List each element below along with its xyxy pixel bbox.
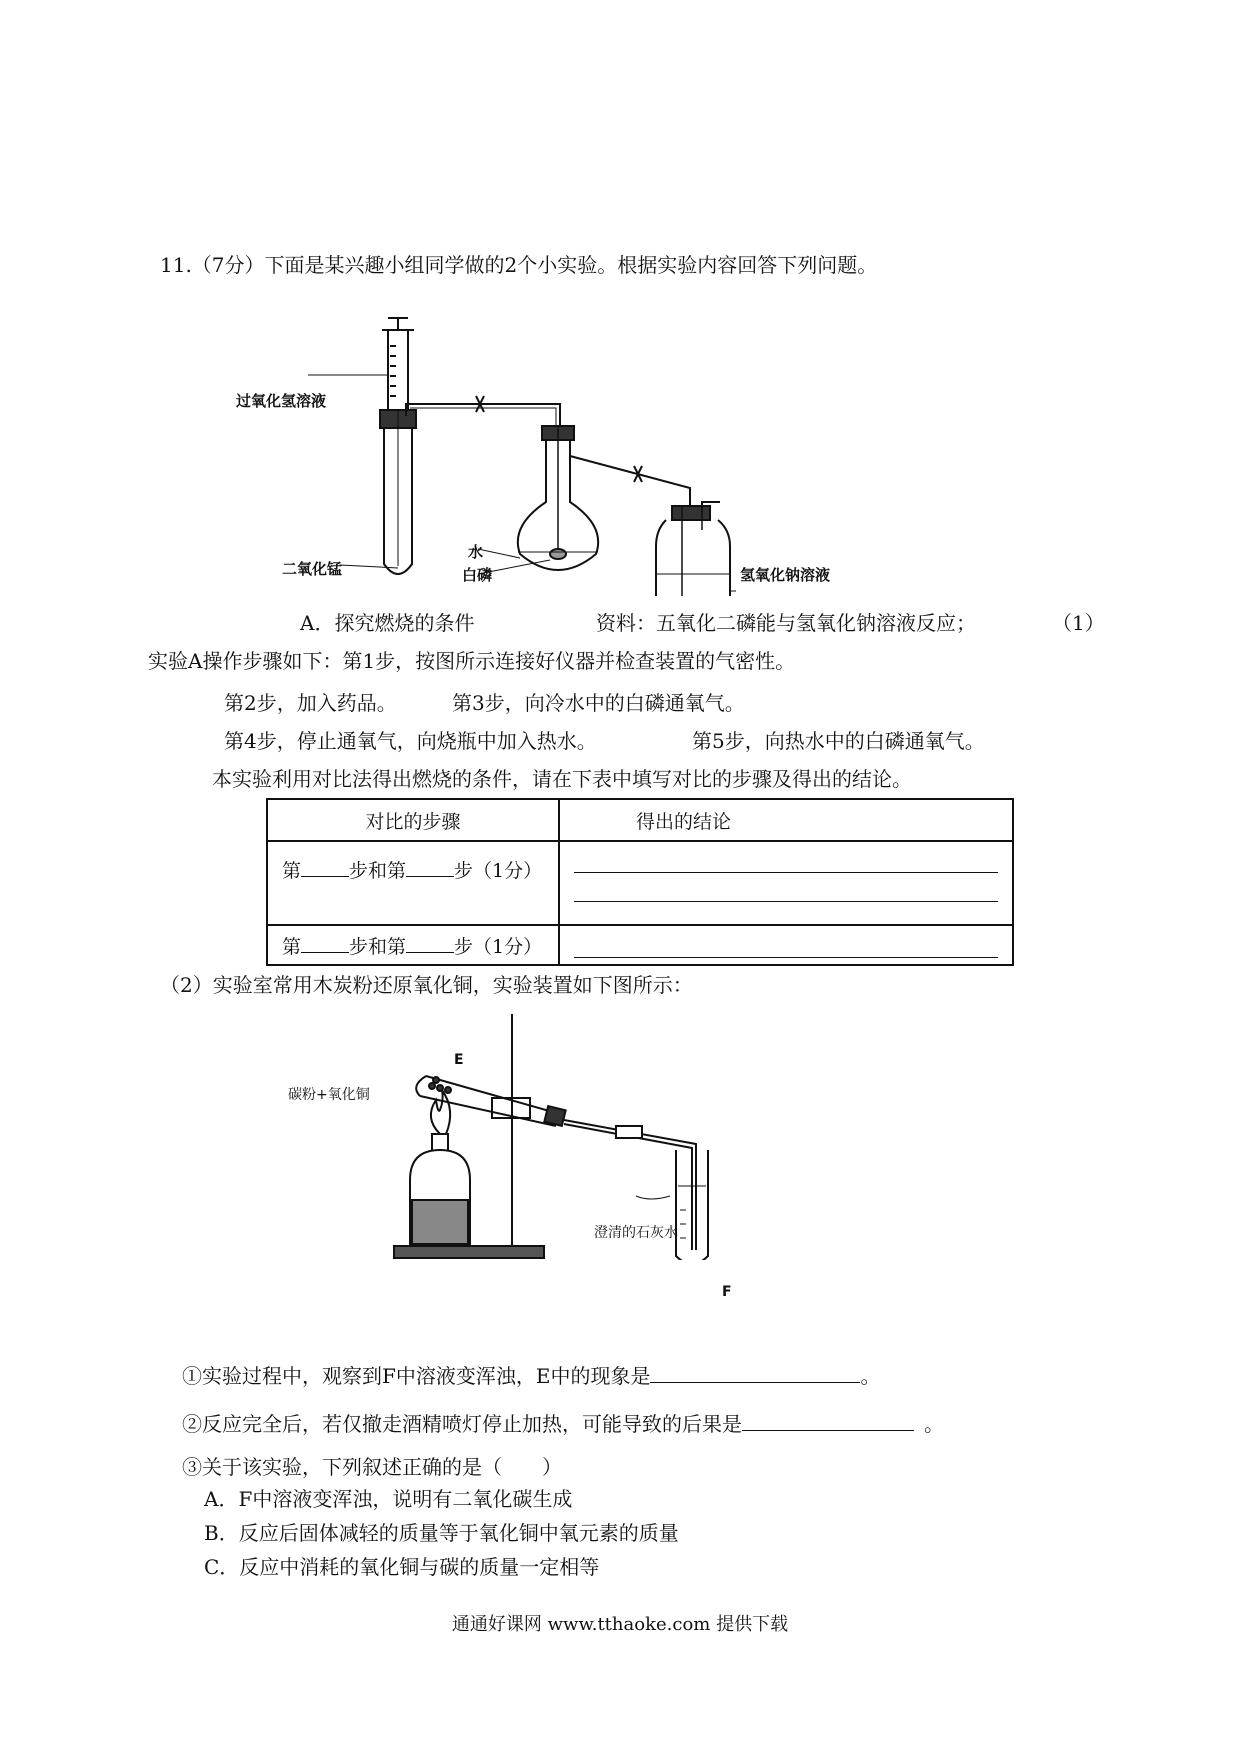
- conclusion-cell: [559, 925, 1013, 965]
- label-h2o2: 过氧化氢溶液: [236, 392, 327, 410]
- header-steps: 对比的步骤: [267, 799, 559, 841]
- row-mid: 步和第: [349, 935, 407, 958]
- step-intro: 实验A操作步骤如下：第1步，按图所示连接好仪器并检查装置的气密性。: [148, 649, 796, 673]
- table-header-row: [267, 799, 1013, 841]
- steps-cell: [267, 841, 559, 925]
- conclusion-blank[interactable]: [574, 957, 998, 958]
- part2-intro: （2）实验室常用木炭粉还原氧化铜，实验装置如下图所示：: [160, 973, 693, 997]
- step-blank[interactable]: [301, 934, 349, 953]
- step-3: 第3步，向冷水中的白磷通氧气。: [452, 691, 745, 715]
- option-a: A．F中溶液变浑浊，说明有二氧化碳生成: [204, 1487, 573, 1511]
- step-blank[interactable]: [406, 934, 454, 953]
- label-phosphorus: 白磷: [462, 566, 493, 584]
- step-blank[interactable]: [301, 858, 349, 877]
- step-blank[interactable]: [406, 858, 454, 877]
- label-naoh: 氢氧化钠溶液: [740, 566, 831, 584]
- question-2-2: [182, 1410, 944, 1437]
- row-mid: 步和第: [349, 860, 407, 882]
- label-carbon-cuo: 碳粉+氧化铜: [288, 1087, 370, 1103]
- label-e: E: [454, 1052, 464, 1068]
- question-2-3: ③关于该实验，下列叙述正确的是（ ）: [182, 1455, 562, 1479]
- row-prefix: 第: [282, 860, 302, 882]
- steps-cell: [267, 925, 559, 965]
- question-1-number: （1）: [1052, 611, 1105, 635]
- table-row: [267, 925, 1013, 965]
- conclusion-blank[interactable]: [574, 872, 998, 873]
- label-limewater: 澄清的石灰水: [594, 1225, 678, 1241]
- step-5: 第5步，向热水中的白磷通氧气。: [692, 729, 985, 753]
- option-c: C．反应中消耗的氧化铜与碳的质量一定相等: [204, 1555, 600, 1579]
- table-row: [267, 841, 1013, 925]
- label-f: F: [722, 1284, 732, 1300]
- question-2-1: [182, 1362, 880, 1389]
- option-b: B．反应后固体减轻的质量等于氧化铜中氧元素的质量: [204, 1521, 679, 1545]
- figure-a-apparatus: [220, 316, 880, 596]
- label-mno2: 二氧化锰: [282, 560, 343, 578]
- row-prefix: 第: [282, 935, 302, 958]
- table-intro: 本实验利用对比法得出燃烧的条件，请在下表中填写对比的步骤及得出的结论。: [212, 767, 912, 791]
- answer-blank-consequence[interactable]: [742, 1410, 914, 1431]
- step-4: 第4步，停止通氧气，向烧瓶中加入热水。: [224, 729, 597, 753]
- question-2-1-end: 。: [860, 1364, 881, 1388]
- question-2-2-end: 。: [924, 1412, 944, 1436]
- conclusion-blank[interactable]: [574, 901, 998, 902]
- answer-blank-e[interactable]: [650, 1362, 860, 1383]
- header-conclusion: 得出的结论: [559, 799, 1013, 841]
- page-footer: 通通好课网 www.tthaoke.com 提供下载: [451, 1614, 789, 1635]
- figure-2-apparatus: [380, 1010, 760, 1260]
- question-2-1-text: ①实验过程中，观察到F中溶液变浑浊，E中的现象是: [182, 1364, 651, 1388]
- question-header: 11.（7分）下面是某兴趣小组同学做的2个小实验。根据实验内容回答下列问题。: [160, 253, 878, 277]
- row-suffix: 步（1分）: [454, 860, 543, 882]
- label-water: 水: [468, 543, 484, 561]
- conclusion-cell: [559, 841, 1013, 925]
- resource-note: 资料：五氧化二磷能与氢氧化钠溶液反应；: [596, 611, 976, 635]
- caption-a: A．探究燃烧的条件: [300, 611, 475, 635]
- question-2-2-text: ②反应完全后，若仅撤走酒精喷灯停止加热，可能导致的后果是: [182, 1412, 742, 1436]
- row-suffix: 步（1分）: [454, 935, 543, 958]
- comparison-table: [266, 798, 1014, 966]
- step-2: 第2步，加入药品。: [224, 691, 397, 715]
